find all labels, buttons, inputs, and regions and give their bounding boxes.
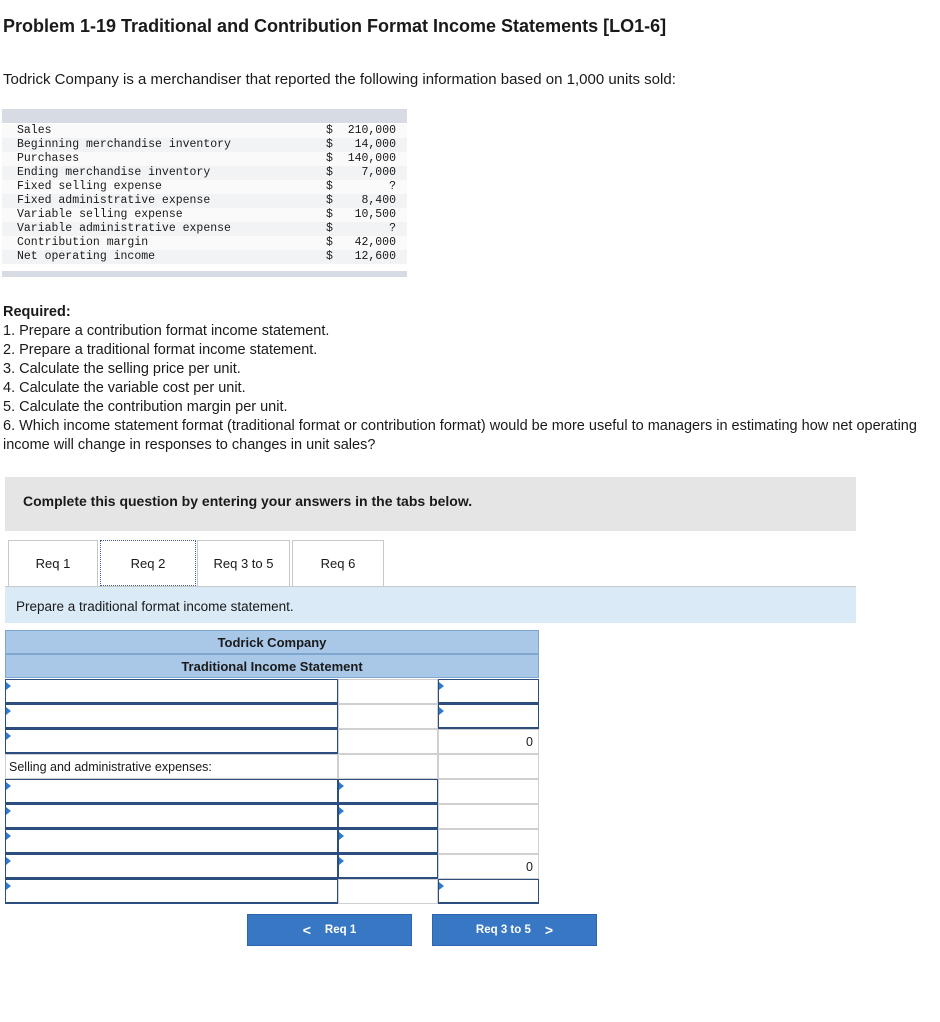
amount-cell xyxy=(338,729,438,754)
data-row-label: Sales xyxy=(17,124,52,137)
data-row-label: Beginning merchandise inventory xyxy=(17,138,231,151)
data-row-value: ? xyxy=(389,222,396,235)
expense-amount-input[interactable] xyxy=(338,854,438,879)
required-item: 1. Prepare a contribution format income statement. xyxy=(3,323,330,339)
section-label-cell xyxy=(5,754,338,779)
statement-title: Traditional Income Statement xyxy=(5,654,539,678)
computed-total-value: 0 xyxy=(526,860,533,874)
required-item: 3. Calculate the selling price per unit. xyxy=(3,361,241,377)
data-row xyxy=(2,250,407,264)
data-row-dollar-sign: $ xyxy=(326,236,333,249)
amount-cell xyxy=(338,679,438,704)
required-item: 5. Calculate the contribution margin per unit. xyxy=(3,399,288,415)
data-row-value: 7,000 xyxy=(361,166,396,179)
statement-company-name: Todrick Company xyxy=(5,630,539,654)
data-row-label: Fixed selling expense xyxy=(17,180,162,193)
instruction-banner xyxy=(5,477,856,531)
data-row-value: ? xyxy=(389,180,396,193)
computed-total-cell xyxy=(438,729,539,754)
total-amount-input[interactable] xyxy=(438,704,539,729)
data-row xyxy=(2,138,407,152)
data-row-label: Fixed administrative expense xyxy=(17,194,211,207)
expense-amount-input[interactable] xyxy=(338,829,438,854)
data-row-value: 140,000 xyxy=(347,152,396,165)
instruction-text: Complete this question by entering your answers in the tabs below. xyxy=(23,493,473,509)
data-row xyxy=(2,166,407,180)
chevron-right-icon: > xyxy=(544,922,554,938)
required-item: 2. Prepare a traditional format income statement. xyxy=(3,342,318,358)
data-row-value: 210,000 xyxy=(347,124,396,137)
computed-total-value: 0 xyxy=(526,735,533,749)
table-top-border xyxy=(2,109,407,123)
section-label: Selling and administrative expenses: xyxy=(9,760,212,774)
data-row-label: Contribution margin xyxy=(17,236,149,249)
line-item-label-input[interactable] xyxy=(5,779,338,804)
line-item-label-input[interactable] xyxy=(5,879,338,904)
next-tab-label: Req 3 to 5 xyxy=(475,924,531,936)
expense-amount-input[interactable] xyxy=(338,779,438,804)
tab-req-1[interactable]: Req 1 xyxy=(8,540,98,586)
line-item-label-input[interactable] xyxy=(5,704,338,729)
amount-cell xyxy=(438,804,539,829)
data-row-value: 14,000 xyxy=(354,138,396,151)
data-row-dollar-sign: $ xyxy=(326,194,333,207)
data-row-value: 12,600 xyxy=(354,250,396,263)
data-row-dollar-sign: $ xyxy=(326,250,333,263)
data-row xyxy=(2,124,407,138)
amount-cell xyxy=(438,829,539,854)
panel-prompt-text: Prepare a traditional format income statement. xyxy=(16,599,294,614)
data-row-value: 8,400 xyxy=(361,194,396,207)
data-row-label: Variable administrative expense xyxy=(17,222,231,235)
total-amount-input[interactable] xyxy=(438,679,539,704)
required-heading: Required: xyxy=(3,304,71,320)
amount-cell xyxy=(438,754,539,779)
line-item-label-input[interactable] xyxy=(5,829,338,854)
data-row xyxy=(2,194,407,208)
data-row-value: 10,500 xyxy=(354,208,396,221)
data-row-label: Purchases xyxy=(17,152,80,165)
line-item-label-input[interactable] xyxy=(5,804,338,829)
data-row xyxy=(2,208,407,222)
intro-text: Todrick Company is a merchandiser that reported the following information based on 1,000 units sold: xyxy=(3,71,676,88)
line-item-label-input[interactable] xyxy=(5,729,338,754)
chevron-left-icon: < xyxy=(302,922,311,938)
amount-cell xyxy=(438,779,539,804)
tab-req-2[interactable]: Req 2 xyxy=(100,540,196,586)
data-row-label: Net operating income xyxy=(17,250,156,263)
expense-amount-input[interactable] xyxy=(338,804,438,829)
total-amount-input[interactable] xyxy=(438,879,539,904)
data-row-dollar-sign: $ xyxy=(326,222,333,235)
tab-panel-prompt xyxy=(5,587,856,623)
required-item: 6. Which income statement format (traditional format or contribution format) would be more useful to managers in estimating how net operating income will change in responses to changes in unit sales? xyxy=(3,418,917,453)
tab-req-6[interactable]: Req 6 xyxy=(292,540,384,586)
data-row-dollar-sign: $ xyxy=(326,152,333,165)
data-row xyxy=(2,180,407,194)
data-row-label: Ending merchandise inventory xyxy=(17,166,211,179)
required-section xyxy=(3,303,938,455)
data-table xyxy=(2,109,407,277)
data-row-dollar-sign: $ xyxy=(326,124,333,137)
line-item-label-input[interactable] xyxy=(5,679,338,704)
amount-cell xyxy=(338,754,438,779)
data-row-dollar-sign: $ xyxy=(326,208,333,221)
data-row-dollar-sign: $ xyxy=(326,166,333,179)
prev-tab-button[interactable] xyxy=(247,914,412,946)
table-bottom-border xyxy=(2,271,407,277)
amount-cell xyxy=(338,704,438,729)
data-row xyxy=(2,152,407,166)
page-title: Problem 1-19 Traditional and Contribution Format Income Statements [LO1-6] xyxy=(3,16,667,36)
next-tab-button[interactable] xyxy=(432,914,597,946)
prev-tab-label: Req 1 xyxy=(324,924,357,936)
computed-total-cell xyxy=(438,854,539,879)
data-row-dollar-sign: $ xyxy=(326,138,333,151)
data-row xyxy=(2,236,407,250)
amount-cell xyxy=(338,879,438,904)
data-row-label: Variable selling expense xyxy=(17,208,183,221)
data-row-dollar-sign: $ xyxy=(326,180,333,193)
required-item: 4. Calculate the variable cost per unit. xyxy=(3,380,246,396)
data-row-value: 42,000 xyxy=(354,236,396,249)
data-row xyxy=(2,222,407,236)
line-item-label-input[interactable] xyxy=(5,854,338,879)
tab-req-3-to-5[interactable]: Req 3 to 5 xyxy=(197,540,290,586)
